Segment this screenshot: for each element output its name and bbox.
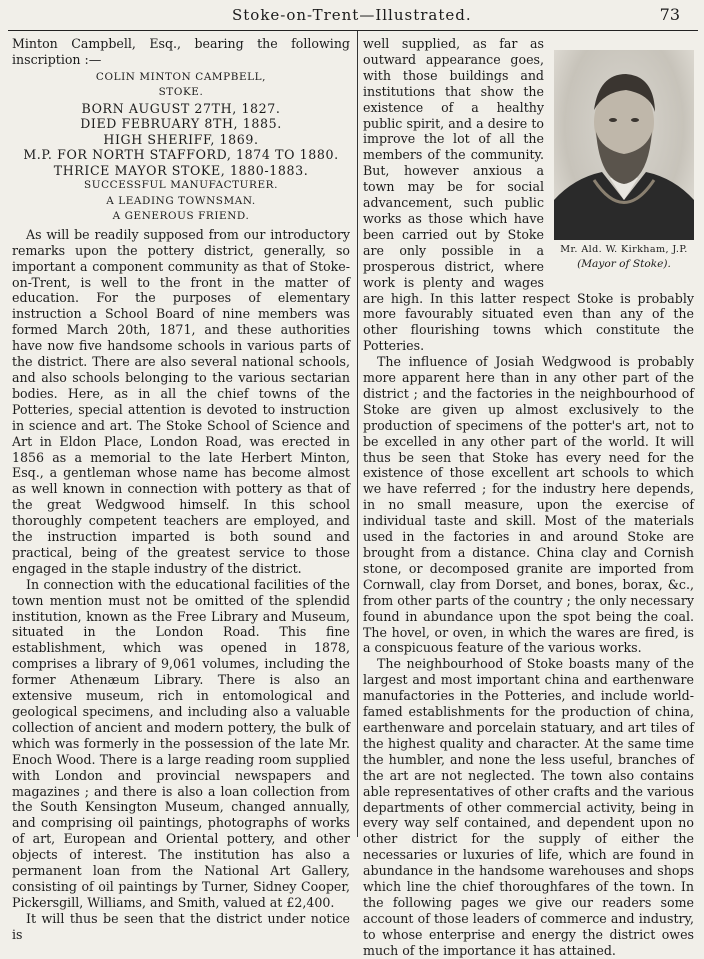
portrait-caption-name: Mr. Ald. W. Kirkham, J.P. bbox=[560, 244, 688, 255]
portrait-figure bbox=[550, 50, 698, 273]
inscription-line: COLIN MINTON CAMPBELL, bbox=[95, 70, 267, 83]
inscription-line: A GENEROUS FRIEND. bbox=[112, 210, 250, 223]
paragraph: As will be readily supposed from our introductory remarks upon the pottery district, generally, so important a component community as that of Stoke-on-Trent, is well to the front in the matter of education. For the purposes of elementary instruction a School Board of nine members was formed March 20th, 1871, and these authorities have now five handsome schools in various parts of the district. There are also several national schools, and also schools belonging to the various sectarian bodies. Here, as in all the chief towns of the Potteries, special attention is devoted to instruction in science and art. The Stoke School of Science and Art in Eldon Place, London Road, was erected in 1856 as a memorial to the late Herbert Minton, Esq., a gentleman whose name has become almost as well known in connection with pottery as that of the great Wedgwood himself. In this school thoroughly competent teachers are employed, and the instruction imparted is both sound and practical, being of the greatest service to those engaged in the staple industry of the district. bbox=[12, 226, 350, 576]
inscription-line: BORN AUGUST 27TH, 1827. bbox=[81, 100, 281, 116]
paragraph: In connection with the educational facilities of the town mention must not be omitted of the splendid institution, known as the Free Library and Museum, situated in the London Road. This fine establishment, which was opened in 1878, comprises a library of 9,061 volumes, including the former Athenæum Library. There is also an extensive museum, rich in entomological and geological specimens, and including also a valuable collection of ancient and modern pottery, the bulk of which was formerly in the possession of the late Mr. Enoch Wood. There is a large reading room supplied with London and provincial newspapers and magazines ; and there is also a loan collection from the South Kensington Museum, changed annually, and comprising oil paintings, photographs of works of art, European and Oriental pottery, and other objects of interest. The institution has also a permanent loan from the National Art Gallery, consisting of oil paintings by Turner, Sidney Cooper, Pickersgill, Williams, and Smith, valued at £2,400. bbox=[12, 576, 350, 910]
inscription bbox=[12, 70, 350, 225]
paragraph: The influence of Josiah Wedgwood is probably more apparent here than in any other part of the district ; and the factories in the neighbourhood of Stoke are given up almost exclusively to the production of specimens of the potter's art, not to be excelled in any other part of the world. It will thus be seen that Stoke has every need for the existence of those excellent art schools to which we have referred ; for the industry here depends, in no small measure, upon the exercise of individual taste and skill. Most of the materials used in the factories in and around Stoke are brought from a distance. China clay and Cornish stone, or decomposed granite are imported from Cornwall, clay from Dorset, and bones, borax, &c., from other parts of the country ; the only necessary found in abundance upon the spot being the coal. The hovel, or oven, in which the wares are fired, is a conspicuous feature of the various works. bbox=[363, 354, 694, 656]
inscription-line: STOKE. bbox=[158, 86, 204, 99]
portrait-illustration bbox=[554, 50, 694, 240]
running-title: Stoke-on-Trent—Illustrated. bbox=[232, 6, 472, 24]
inscription-line: SUCCESSFUL MANUFACTURER. bbox=[84, 179, 278, 192]
inscription-intro: Minton Campbell, Esq., bearing the following inscription :— bbox=[12, 36, 350, 67]
paragraph: It will thus be seen that the district under notice is bbox=[12, 910, 350, 942]
paragraph: well supplied, as far as outward appearance goes, with those buildings and institutions that show the existence of a healthy public spirit, and a desire to improve the lot of all the members of the community. But, however anxious a town may be for social advancement, such public works as those which have been carried out by Stoke are only possible in a prosperous district, where work is plenty and wages are high. In this latter respect Stoke is probably more favourably situated even than any of the other flourishing towns which constitute the Potteries. bbox=[363, 36, 694, 354]
column-divider bbox=[357, 31, 358, 837]
header-rule bbox=[8, 30, 698, 31]
portrait-caption-role: (Mayor of Stoke). bbox=[577, 257, 671, 270]
inscription-line: THRICE MAYOR STOKE, 1880-1883. bbox=[53, 162, 309, 178]
right-column bbox=[363, 36, 694, 958]
paragraph: The neighbourhood of Stoke boasts many of the largest and most important china and earthenware manufactories in the Potteries, and include world-famed establishments for the production of china, earthenware and porcelain statuary, and art tiles of the highest quality and character. At the same time the humbler, and none the less useful, branches of the art are not neglected. The town also contains able representatives of other crafts and the various departments of other commercial activity, being in every way self contained, and dependent upon no other district for the supply of either the necessaries or luxuries of life, which are found in abundance in the handsome warehouses and shops which line the chief thoroughfares of the town. In the following pages we give our readers some account of those leaders of commerce and industry, to whose enterprise and energy the district owes much of the importance it has attained. bbox=[363, 656, 694, 958]
left-column bbox=[12, 36, 350, 942]
inscription-line: DIED FEBRUARY 8TH, 1885. bbox=[80, 116, 282, 132]
page-number: 73 bbox=[659, 5, 680, 24]
inscription-line: M.P. FOR NORTH STAFFORD, 1874 TO 1880. bbox=[23, 147, 339, 163]
portrait-image bbox=[554, 50, 694, 240]
inscription-line: HIGH SHERIFF, 1869. bbox=[103, 131, 259, 147]
inscription-line: A LEADING TOWNSMAN. bbox=[106, 194, 256, 207]
